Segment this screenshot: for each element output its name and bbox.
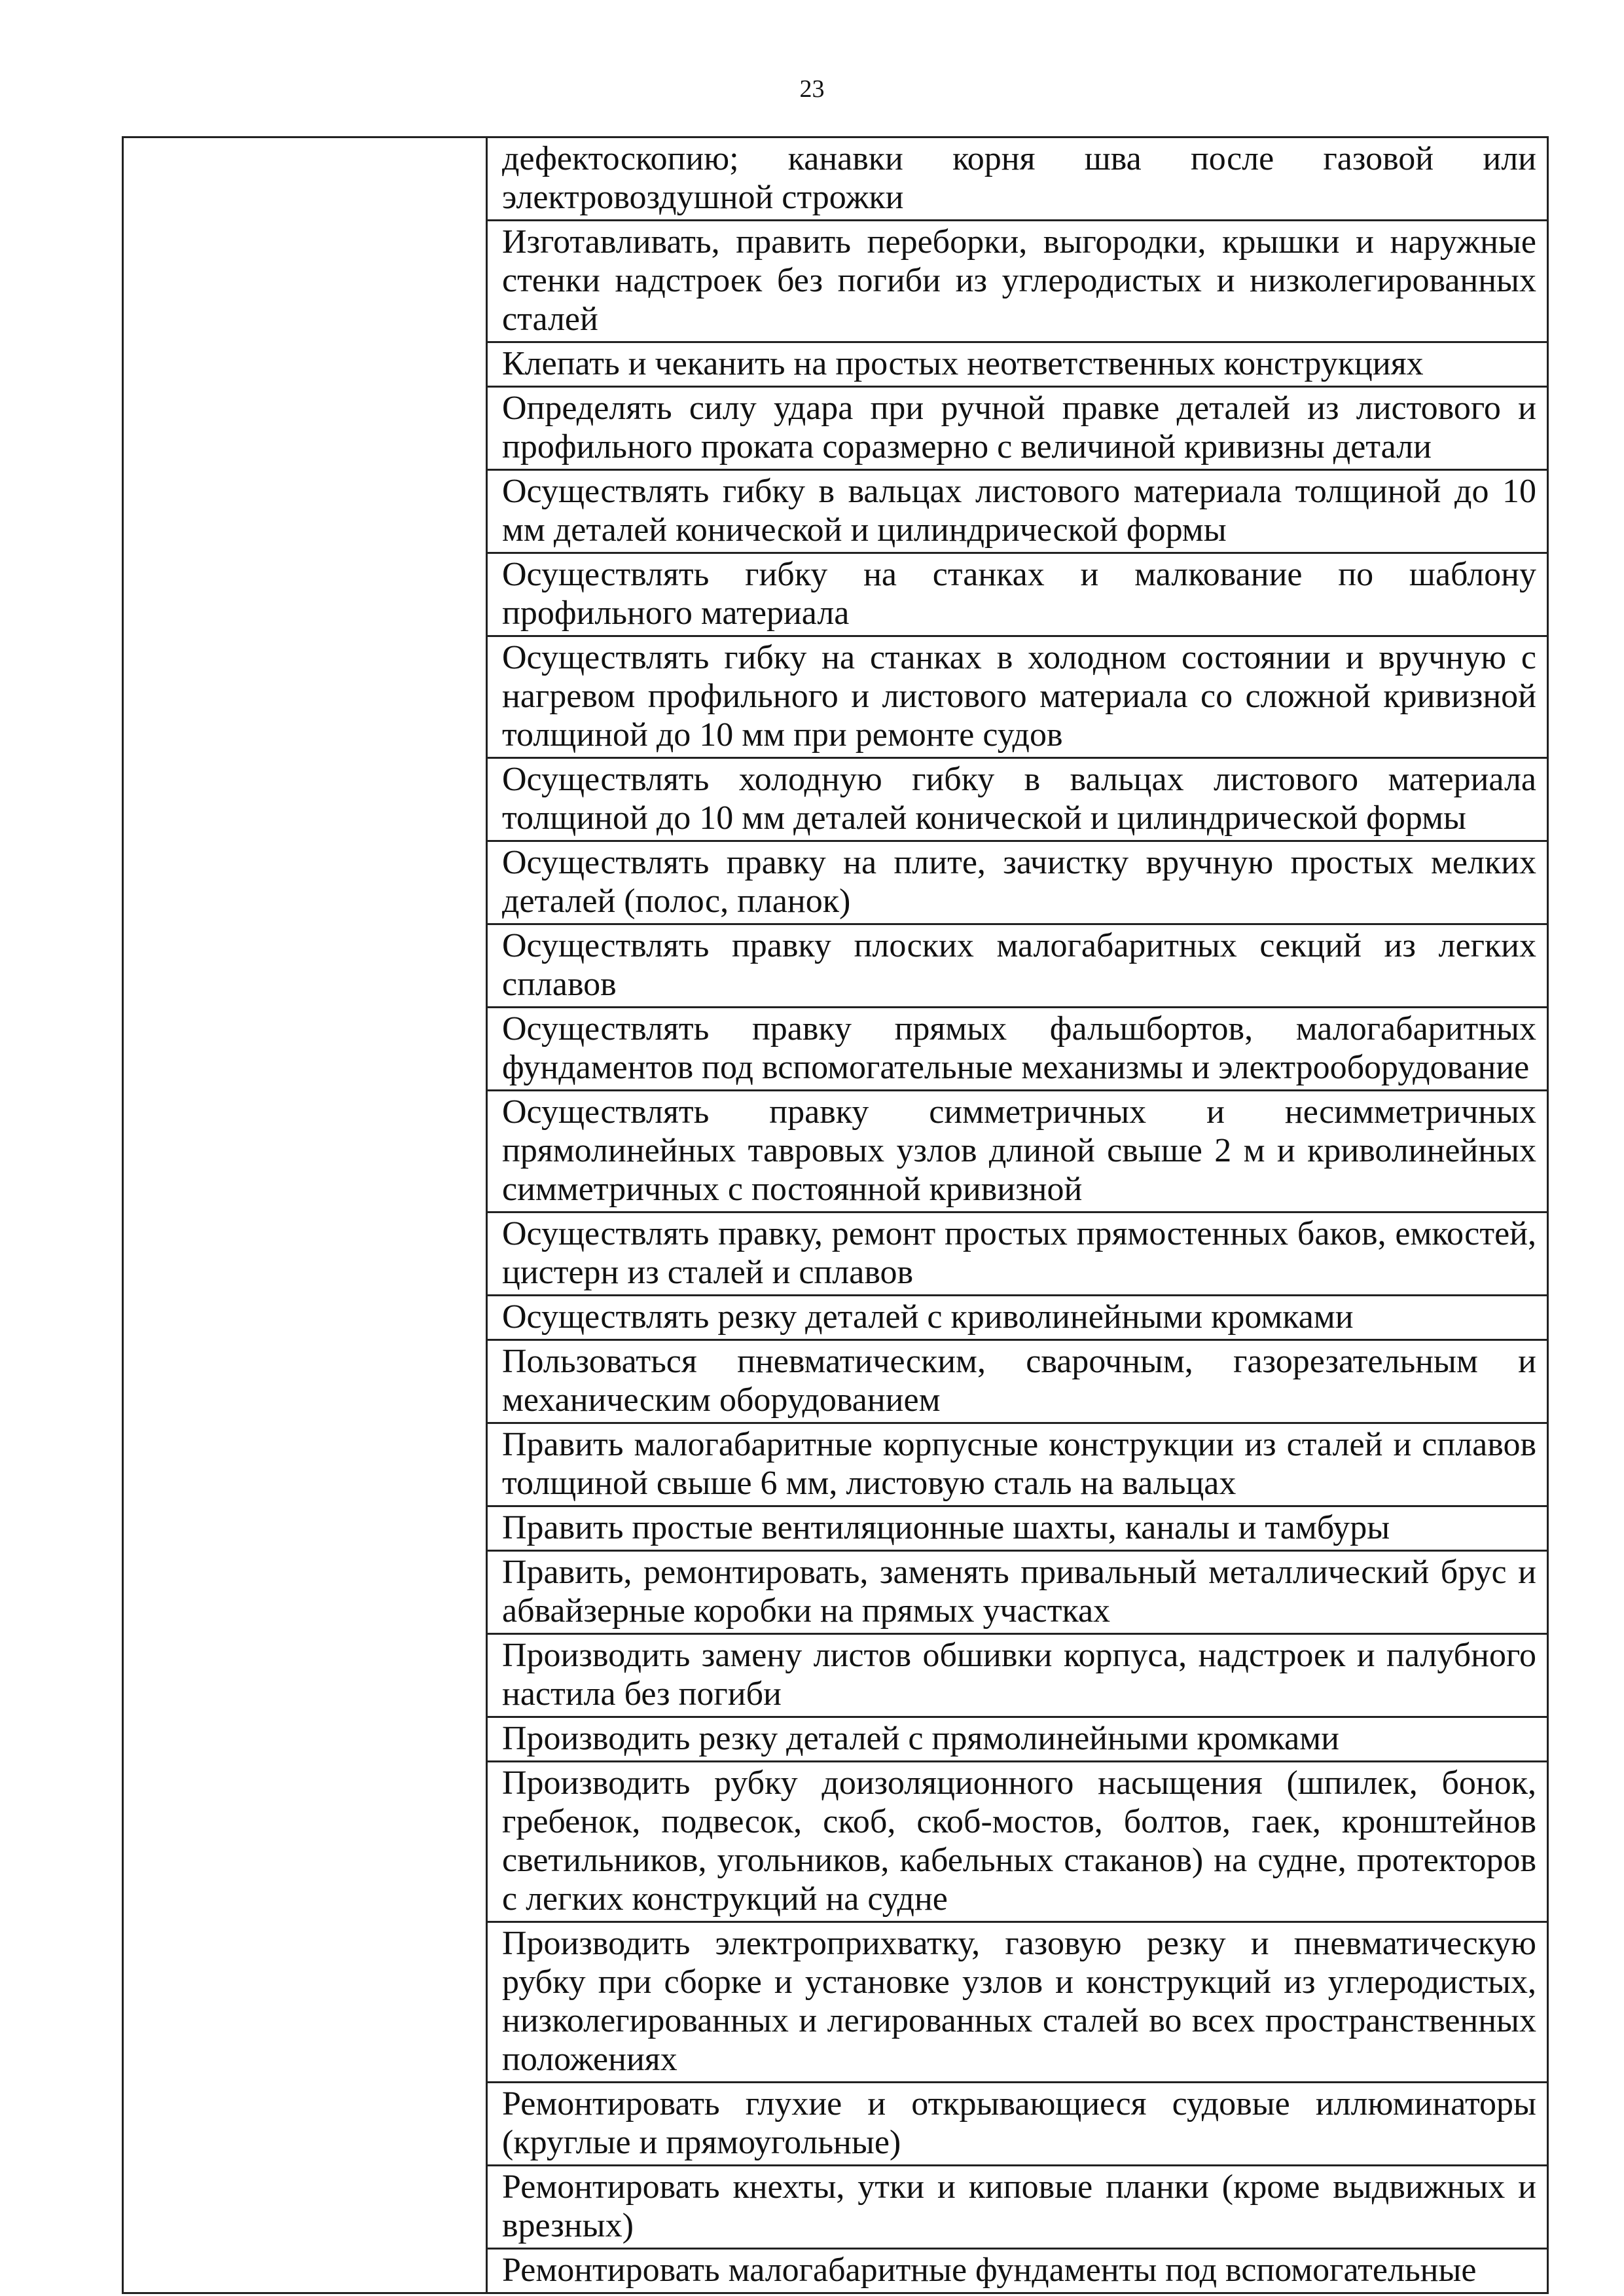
table-row: Осуществлять резку деталей с криволинейными кромками	[488, 1296, 1547, 1341]
table-row: Изготавливать, править переборки, выгородки, крышки и наружные стенки надстроек без погиби из углеродистых и низколегированных сталей	[488, 221, 1547, 343]
table-row: Ремонтировать глухие и открывающиеся судовые иллюминаторы (круглые и прямоугольные)	[488, 2083, 1547, 2166]
table-row: Производить рубку доизоляционного насыщения (шпилек, бонок, гребенок, подвесок, скоб, скоб-мостов, болтов, гаек, кронштейнов светильников, угольников, кабельных стаканов) на судне, протекторов с легких конструкций на судне	[488, 1762, 1547, 1923]
requirements-table	[122, 136, 1549, 2294]
table-row: Править простые вентиляционные шахты, каналы и тамбуры	[488, 1507, 1547, 1552]
table-row: Ремонтировать малогабаритные фундаменты под вспомогательные	[502, 2251, 1477, 2289]
table-row: Осуществлять правку на плите, зачистку вручную простых мелких деталей (полос, планок)	[488, 842, 1547, 925]
table-row: Ремонтировать кнехты, утки и киповые планки (кроме выдвижных и врезных)	[488, 2166, 1547, 2250]
table-row: Осуществлять гибку на станках и малкование по шаблону профильного материала	[488, 554, 1547, 637]
table-left-column	[124, 138, 488, 2292]
table-row: Осуществлять гибку на станках в холодном состоянии и вручную с нагревом профильного и листового материала со сложной кривизной толщиной до 10 мм при ремонте судов	[488, 637, 1547, 759]
table-row: Осуществлять гибку в вальцах листового материала толщиной до 10 мм деталей конической и цилиндрической формы	[488, 471, 1547, 554]
table-right-column	[488, 138, 1547, 2292]
table-row: Осуществлять холодную гибку в вальцах листового материала толщиной до 10 мм деталей конической и цилиндрической формы	[488, 759, 1547, 842]
page-number: 23	[799, 75, 825, 103]
table-row: Производить резку деталей с прямолинейными кромками	[488, 1718, 1547, 1762]
table-row: Править малогабаритные корпусные конструкции из сталей и сплавов толщиной свыше 6 мм, листовую сталь на вальцах	[488, 1424, 1547, 1507]
table-row: Клепать и чеканить на простых неответственных конструкциях	[488, 343, 1547, 388]
table-row: Осуществлять правку прямых фальшбортов, малогабаритных фундаментов под вспомогательные механизмы и электрооборудование	[488, 1008, 1547, 1091]
table-row: Осуществлять правку симметричных и несимметричных прямолинейных тавровых узлов длиной свыше 2 м и криволинейных симметричных с постоянной кривизной	[488, 1091, 1547, 1213]
table-row: Осуществлять правку плоских малогабаритных секций из легких сплавов	[488, 925, 1547, 1008]
table-row: дефектоскопию; канавки корня шва после газовой или электровоздушной строжки	[488, 138, 1547, 221]
table-row: Производить электроприхватку, газовую резку и пневматическую рубку при сборке и установке узлов и конструкций из углеродистых, низколегированных и легированных сталей во всех пространственных положениях	[488, 1923, 1547, 2083]
table-row: Производить замену листов обшивки корпуса, надстроек и палубного настила без погиби	[488, 1635, 1547, 1718]
table-row: Осуществлять правку, ремонт простых прямостенных баков, емкостей, цистерн из сталей и сплавов	[488, 1213, 1547, 1296]
table-row: Править, ремонтировать, заменять привальный металлический брус и абвайзерные коробки на прямых участках	[488, 1552, 1547, 1635]
table-row: Пользоваться пневматическим, сварочным, газорезательным и механическим оборудованием	[488, 1341, 1547, 1424]
table-row: Определять силу удара при ручной правке деталей из листового и профильного проката соразмерно с величиной кривизны детали	[488, 388, 1547, 471]
